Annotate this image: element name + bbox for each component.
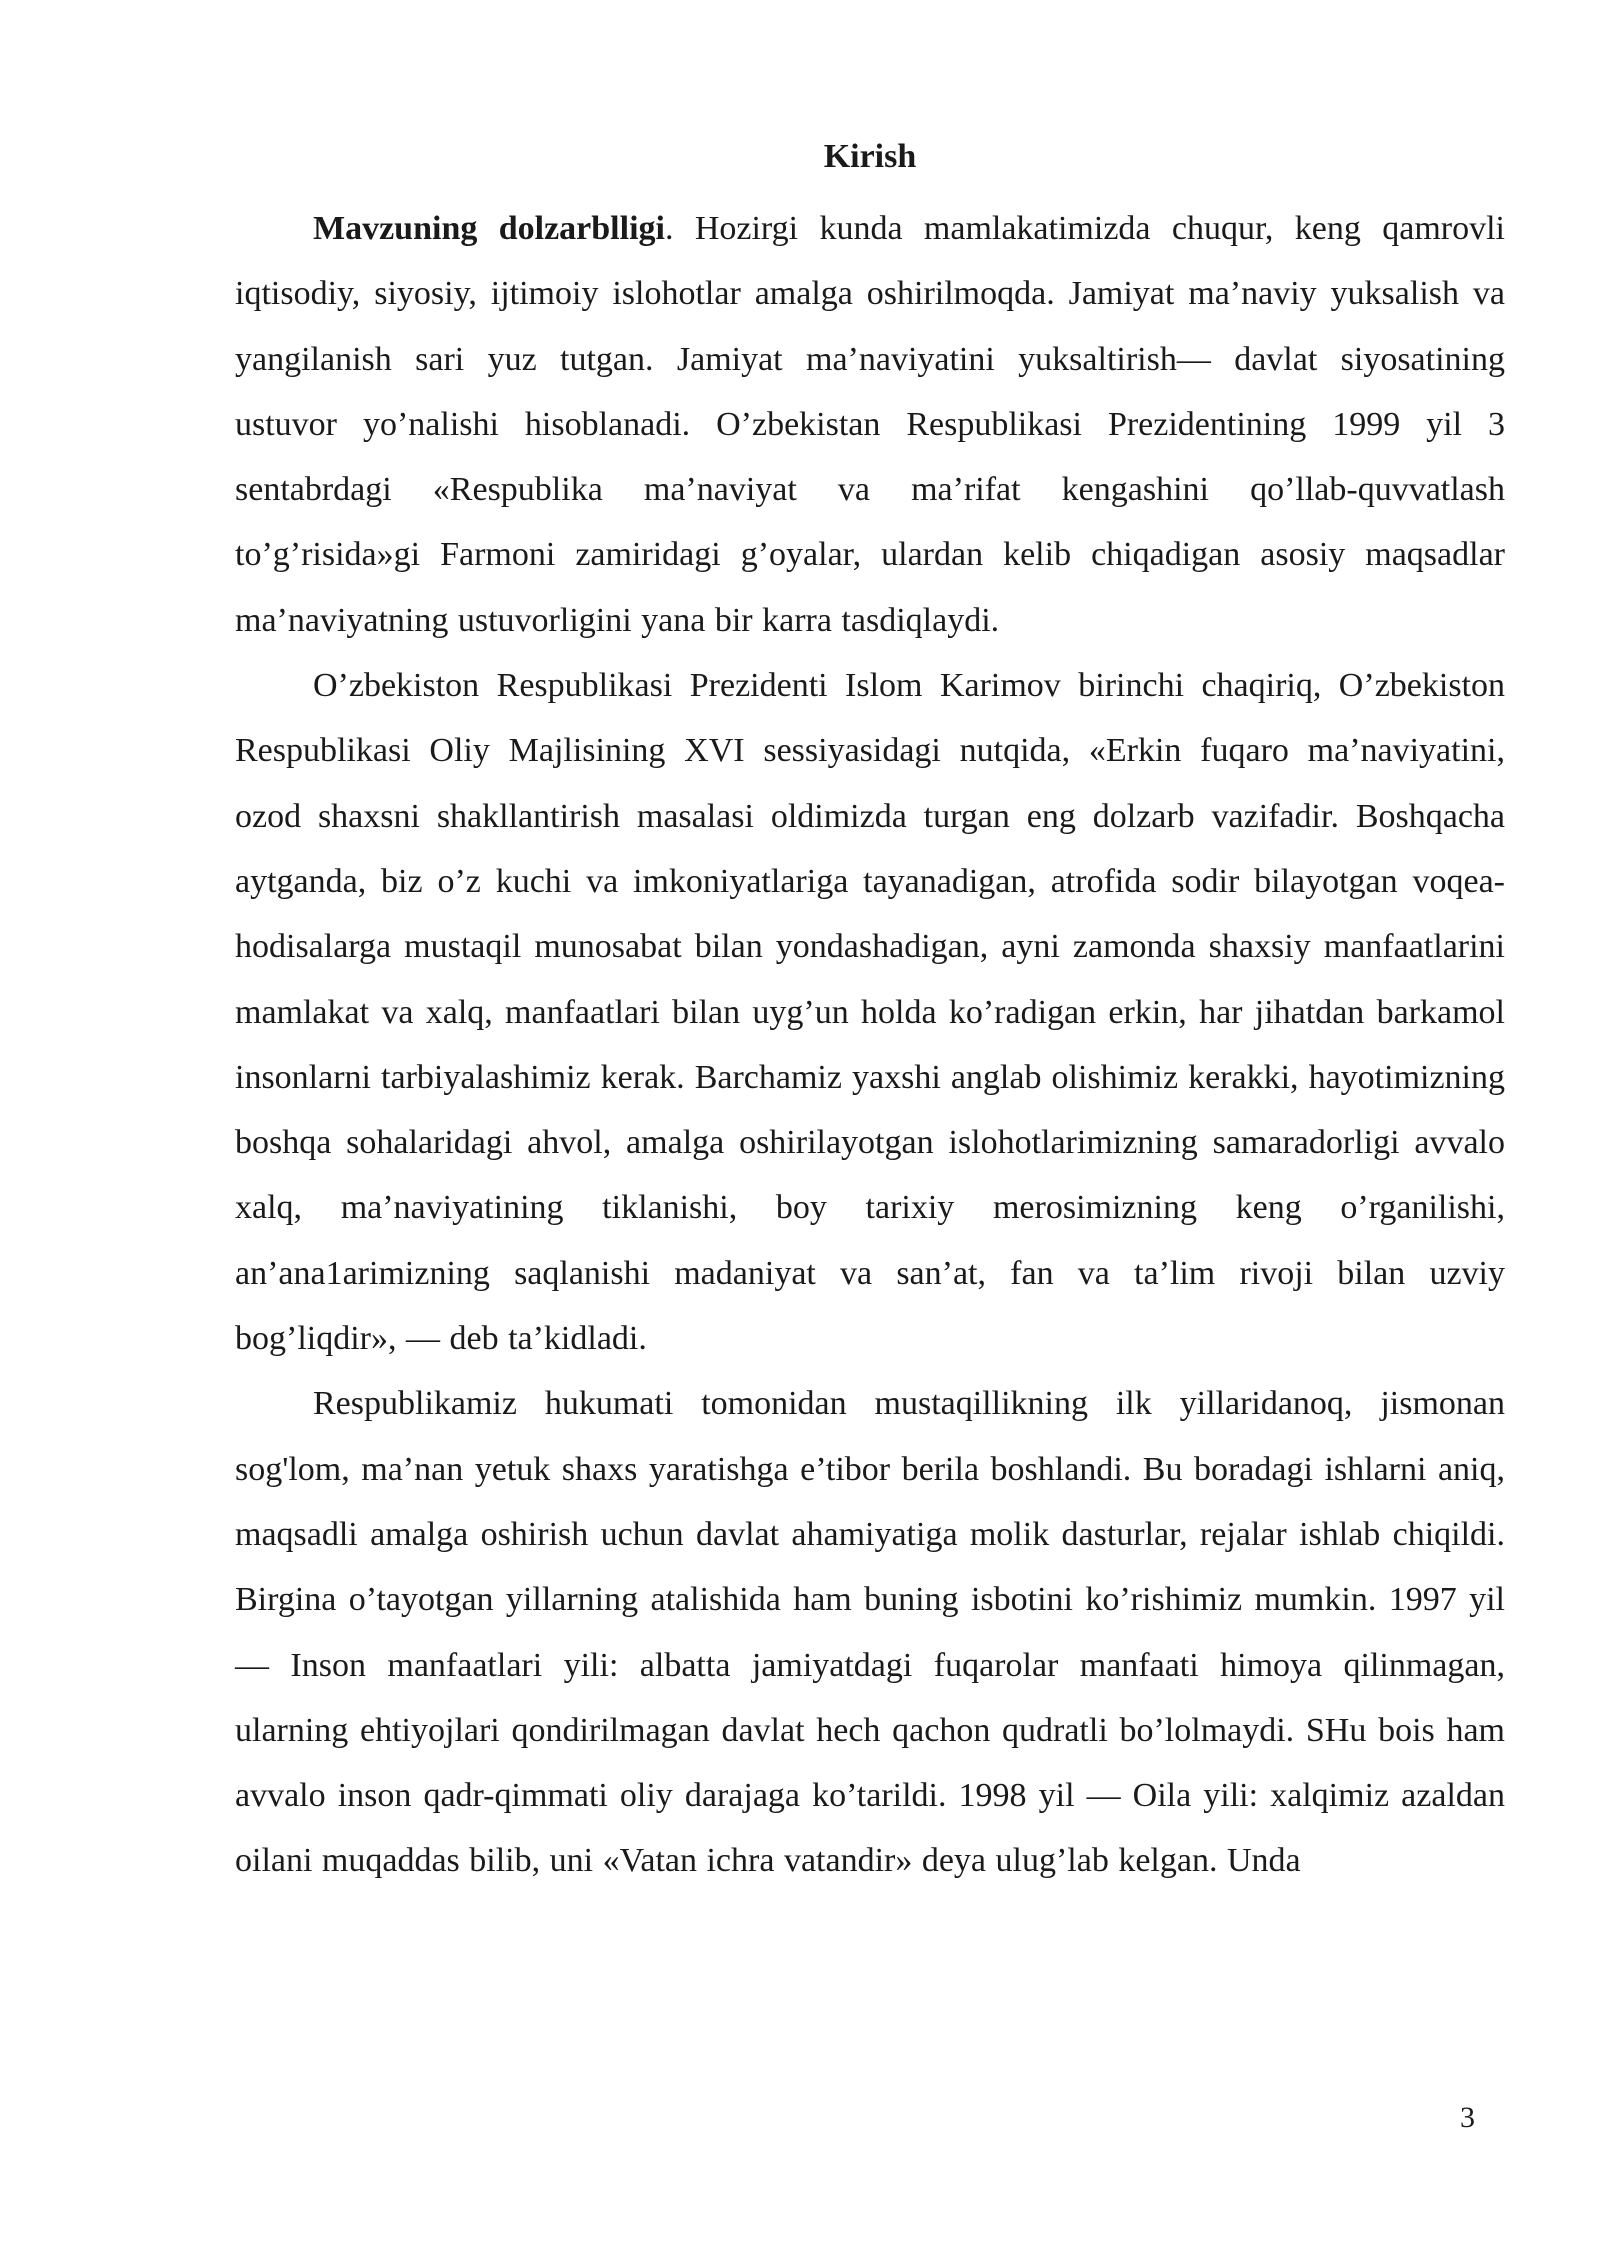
paragraph-text: . Hozirgi kunda mamlakatimizda chuqur, keng qamrovli iqtisodiy, siyosiy, ijtimoiy islohotlar amalga oshirilmoqda. Jamiyat ma’naviy yuksalish va yangilanish sari yuz tutgan. Jamiyat ma’naviyatini yuksaltirish— davlat siyosatining ustuvor yo’nalishi hisoblanadi. O’zbekistan Respublikasi Prezidentining 1999 yil 3 sentabrdagi «Respublika ma’naviyat va ma’rifat kengashini qo’llab-quvvatlash to’g’risida»gi Farmoni zamiridagi g’oyalar, ulardan kelib chiqadigan asosiy maqsadlar ma’naviyatning ustuvorligini yana bir karra tasdiqlaydi. bbox=[235, 210, 1506, 639]
page-number: 3 bbox=[1460, 2101, 1475, 2134]
paragraph-government-policy bbox=[235, 1371, 1505, 1893]
document-page bbox=[235, 130, 1505, 1894]
paragraph-text: O’zbekiston Respublikasi Prezidenti Islom Karimov birinchi chaqiriq, O’zbekiston Respublikasi Oliy Majlisining XVI sessiyasidagi nutqida, «Erkin fuqaro ma’naviyatini, ozod shaxsni shakllantirish masalasi oldimizda turgan eng dolzarb vazifadir. Boshqacha aytganda, biz o’z kuchi va imkoniyatlariga tayanadigan, atrofida sodir bilayotgan voqea-hodisalarga mustaqil munosabat bilan yondashadigan, ayni zamonda shaxsiy manfaatlarini mamlakat va xalq, manfaatlari bilan uyg’un holda ko’radigan erkin, har jihatdan barkamol insonlarni tarbiyalashimiz kerak. Barchamiz yaxshi anglab olishimiz kerakki, hayotimizning boshqa sohalaridagi ahvol, amalga oshirilayotgan islohotlarimizning samaradorligi avvalo xalq, ma’naviyatining tiklanishi, boy tarixiy merosimizning keng o’rganilishi, an’ana1arimizning saqlanishi madaniyat va san’at, fan va ta’lim rivoji bilan uzviy bog’liqdir», — deb ta’kidladi. bbox=[235, 667, 1505, 1358]
paragraph-president-speech bbox=[235, 653, 1505, 1371]
section-title: Kirish bbox=[823, 138, 917, 175]
paragraph-text: Respublikamiz hukumati tomonidan mustaqillikning ilk yillaridanoq, jismonan sog'lom, ma’nan yetuk shaxs yaratishga e’tibor berila boshlandi. Bu boradagi ishlarni aniq, maqsadli amalga oshirish uchun davlat ahamiyatiga molik dasturlar, rejalar ishlab chiqildi. Birgina o’tayotgan yillarning atalishida ham buning isbotini ko’rishimiz mumkin. 1997 yil— Inson manfaatlari yili: albatta jamiyatdagi fuqarolar manfaati himoya qilinmagan, ularning ehtiyojlari qondirilmagan davlat hech qachon qudratli bo’lolmaydi. SHu bois ham avvalo inson qadr-qimmati oliy darajaga ko’tarildi. 1998 yil — Oila yili: xalqimiz azaldan oilani muqaddas bilib, uni «Vatan ichra vatandir» deya ulug’lab kelgan. Unda bbox=[235, 1385, 1505, 1880]
paragraph-lead-bold: Mavzuning dolzarblligi bbox=[313, 210, 665, 247]
paragraph-relevance bbox=[235, 196, 1505, 653]
